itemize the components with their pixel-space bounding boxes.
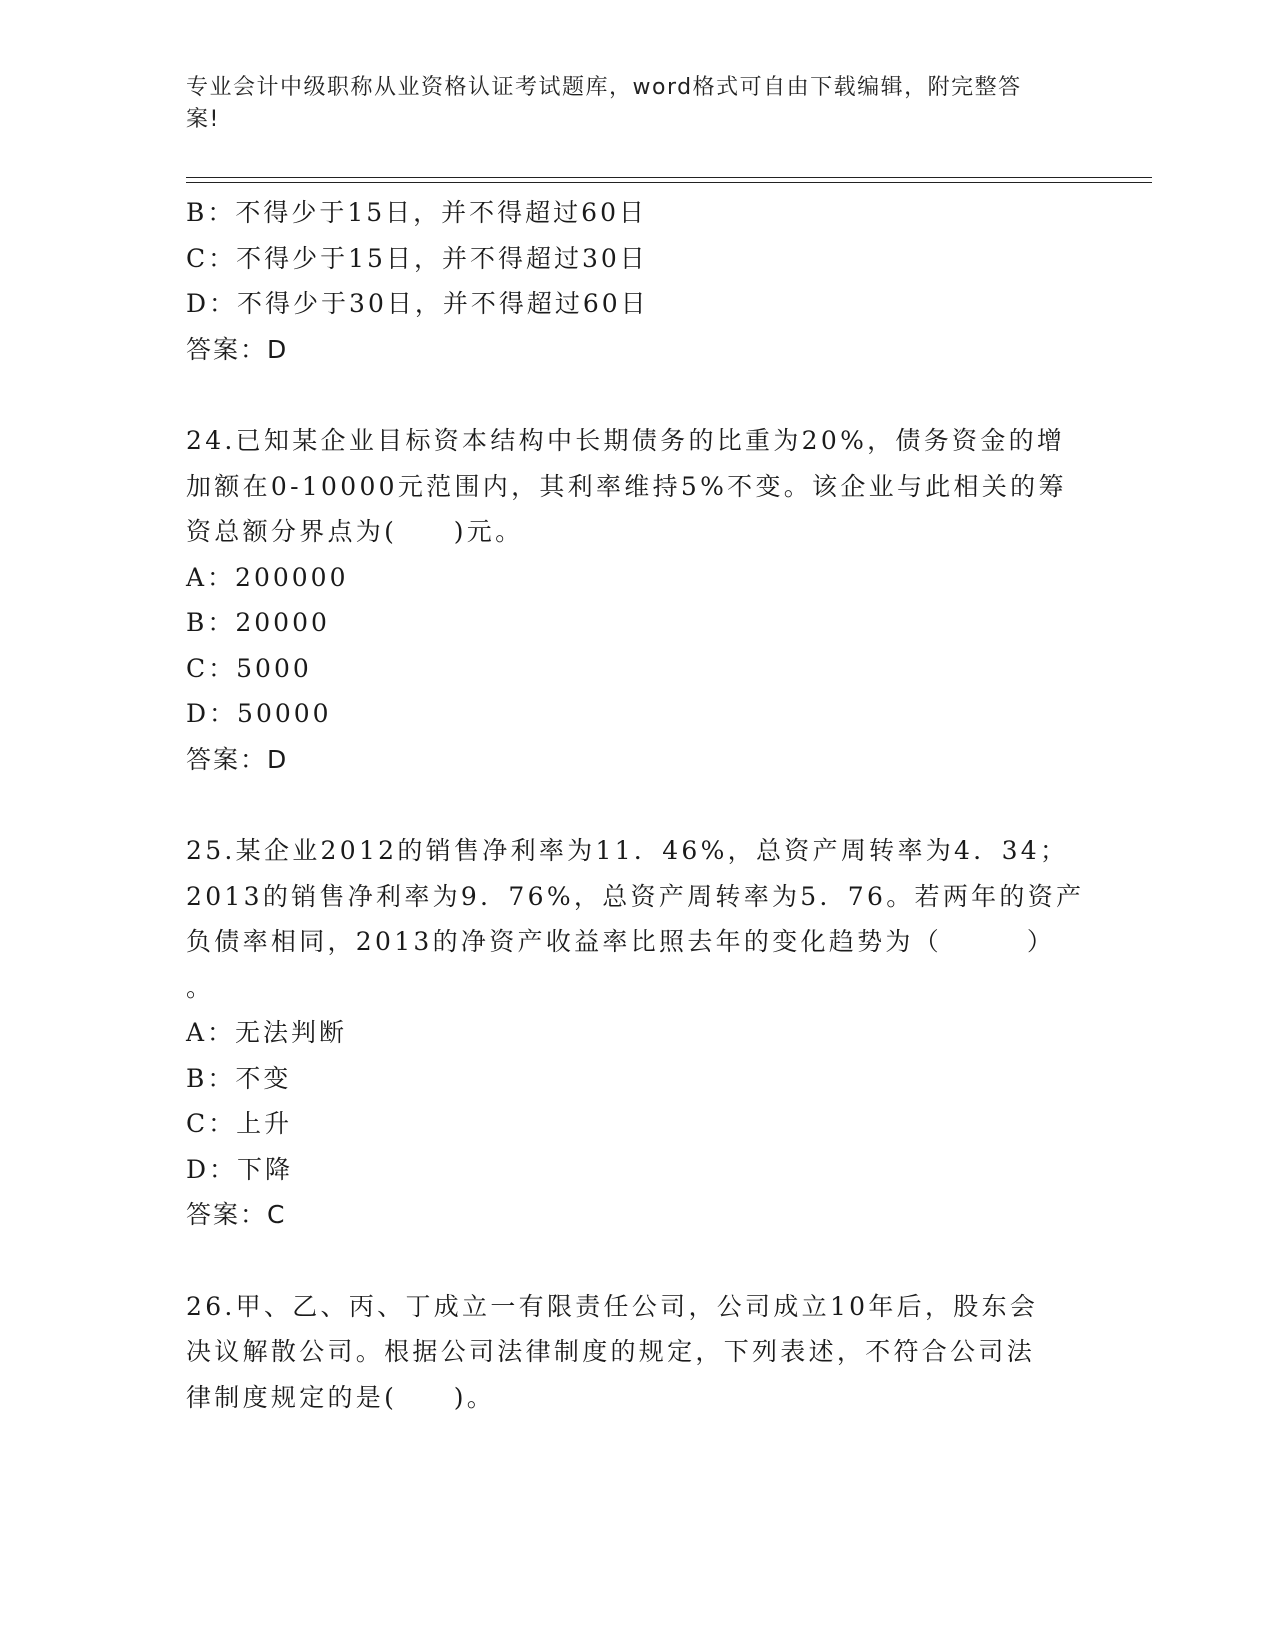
- question-line: 25.某企业2012的销售净利率为11．46%，总资产周转率为4．34；: [186, 836, 1069, 865]
- option-d: D：下降: [186, 1154, 294, 1184]
- question-line: 。: [186, 972, 215, 1002]
- question-26: [186, 1284, 1066, 1421]
- header-line-1: 专业会计中级职称从业资格认证考试题库，word格式可自由下载编辑，附完整答: [186, 75, 1022, 100]
- question-line: 资总额分界点为( )元。: [186, 517, 524, 546]
- question-line: 24.已知某企业目标资本结构中长期债务的比重为20%，债务资金的增: [186, 426, 1066, 455]
- question-line: 决议解散公司。根据公司法律制度的规定，下列表述，不符合公司法: [186, 1337, 1036, 1366]
- option-d: D：50000: [186, 699, 332, 728]
- question-25: [186, 828, 1085, 1238]
- header-rule-top: [186, 177, 1152, 178]
- option-b: B：20000: [186, 608, 330, 637]
- question-24: [186, 418, 1066, 782]
- question-line: 2013的销售净利率为9．76%，总资产周转率为5．76。若两年的资产: [186, 881, 1085, 911]
- document-body: [186, 190, 1085, 1420]
- answer: 答案：D: [186, 334, 289, 364]
- option-c: C：不得少于15日，并不得超过30日: [186, 243, 648, 273]
- question-line: 负债率相同，2013的净资产收益率比照去年的变化趋势为（ ）: [186, 927, 1056, 956]
- question-line: 律制度规定的是( )。: [186, 1382, 496, 1412]
- header-rule-bottom: [186, 182, 1152, 183]
- question-text: [186, 1284, 1066, 1421]
- question-line: 26.甲、乙、丙、丁成立一有限责任公司，公司成立10年后，股东会: [186, 1291, 1039, 1321]
- question-line: 加额在0-10000元范围内，其利率维持5%不变。该企业与此相关的筹: [186, 471, 1067, 501]
- option-b: B：不得少于15日，并不得超过60日: [186, 198, 647, 227]
- page-header: [186, 72, 1066, 136]
- option-a: A：无法判断: [186, 1018, 348, 1047]
- question-text: [186, 418, 1066, 555]
- answer: 答案：D: [186, 744, 289, 774]
- question-23-continued: [186, 190, 1066, 372]
- option-c: C：上升: [186, 1109, 293, 1138]
- option-b: B：不变: [186, 1063, 292, 1093]
- option-d: D：不得少于30日，并不得超过60日: [186, 289, 649, 318]
- header-line-2: 案!: [186, 107, 220, 132]
- answer: 答案：C: [186, 1200, 287, 1229]
- question-text: [186, 828, 1085, 1010]
- option-a: A：200000: [186, 562, 349, 592]
- option-c: C：5000: [186, 653, 312, 683]
